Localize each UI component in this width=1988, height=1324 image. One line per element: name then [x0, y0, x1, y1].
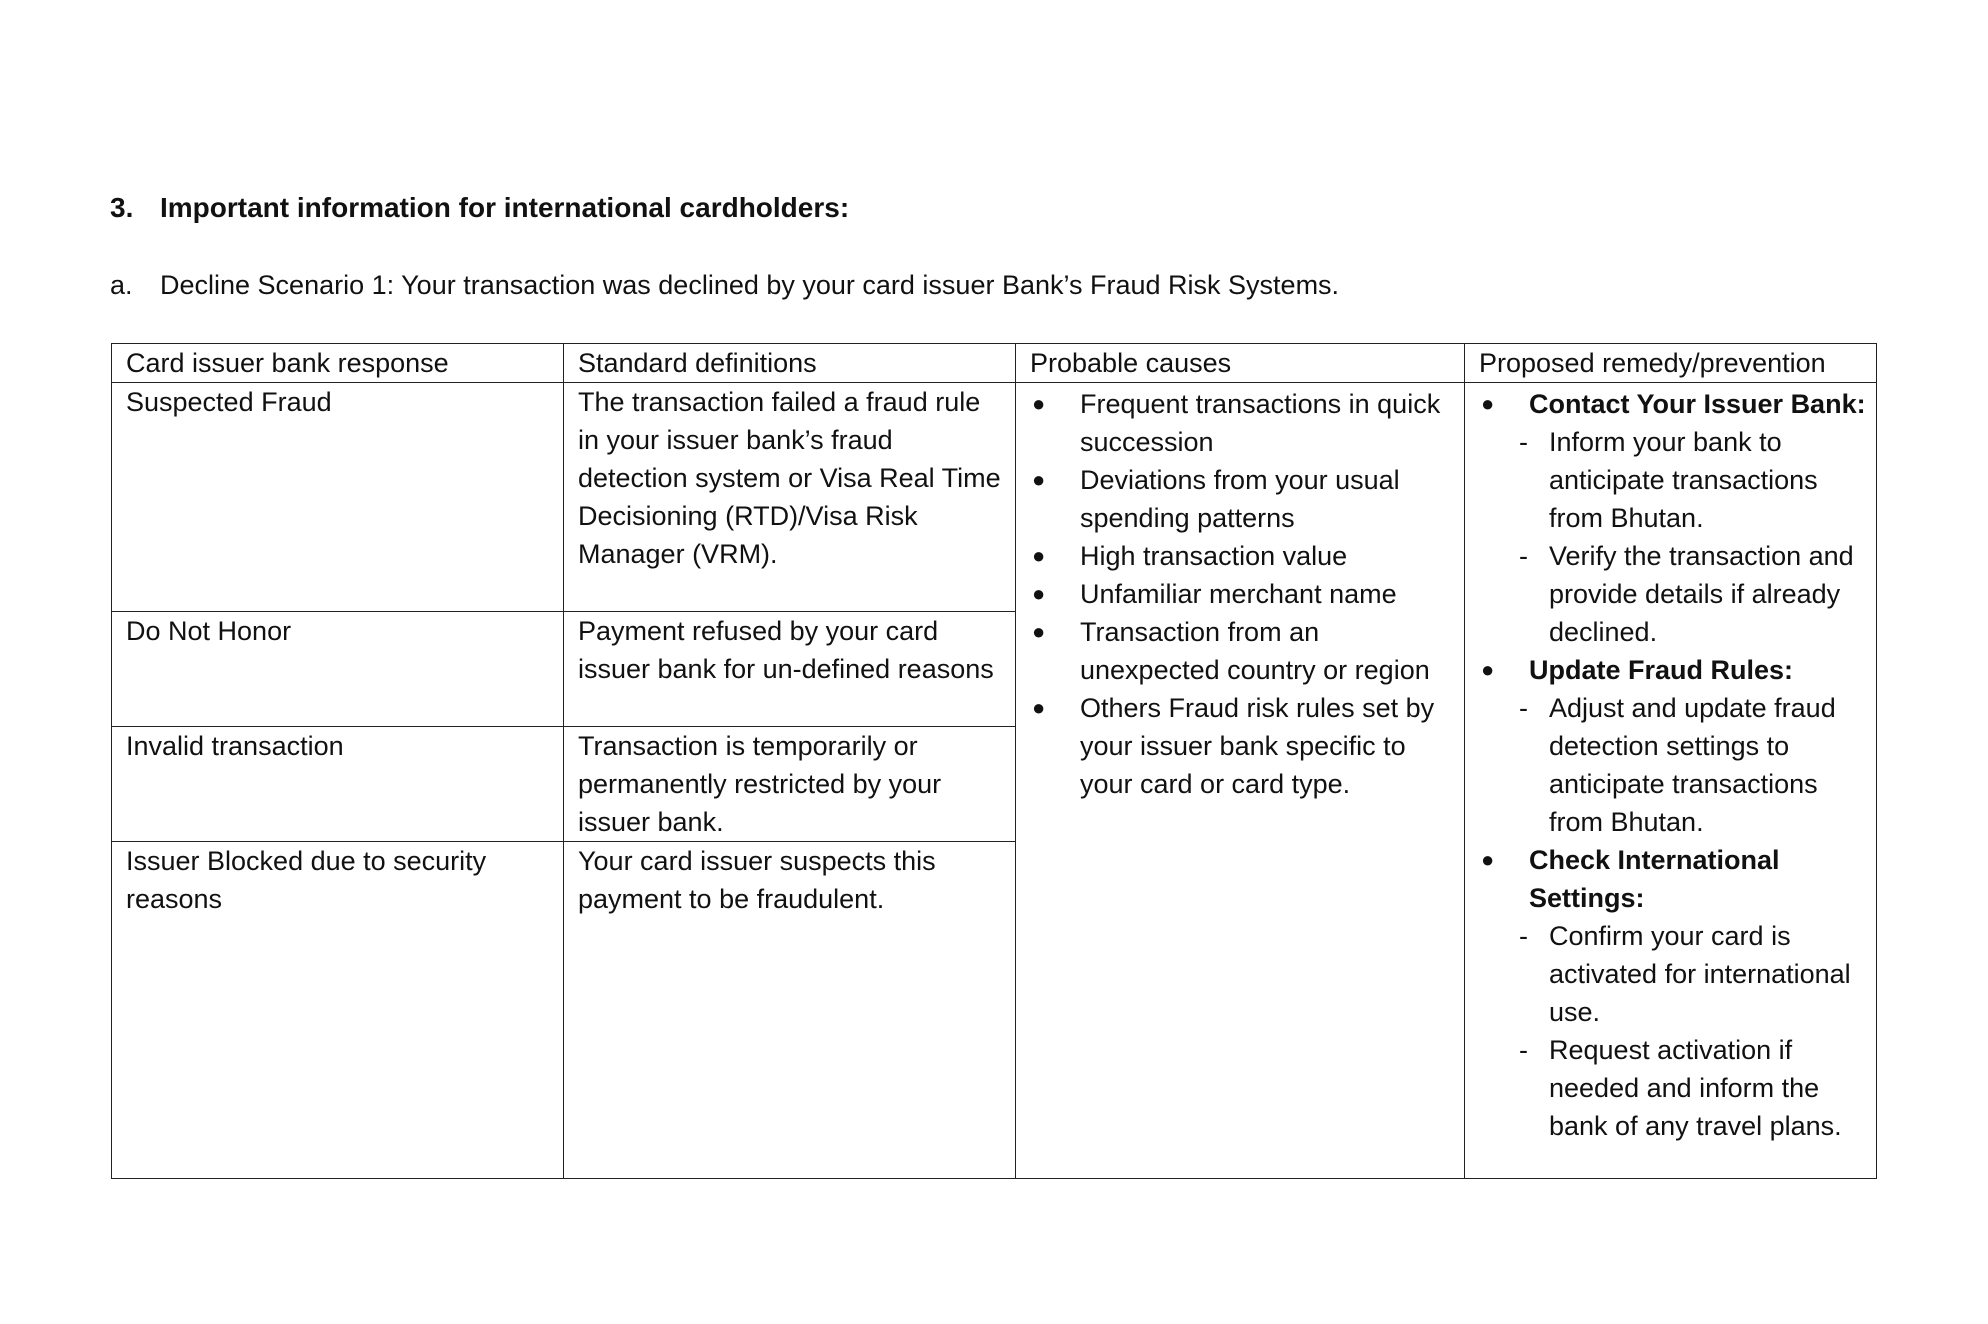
list-item: - Confirm your card is activated for international use. [1519, 921, 1851, 1027]
list-item: - Request activation if needed and inform the bank of any travel plans. [1519, 1035, 1842, 1141]
response-cell: Suspected Fraud [112, 383, 564, 612]
definition-cell: Transaction is temporarily or permanently restricted by your issuer bank. [564, 727, 1016, 842]
list-item: ● High transaction value [1032, 541, 1348, 571]
list-item: ● Frequent transactions in quick succession [1032, 389, 1441, 457]
response-cell: Issuer Blocked due to security reasons [112, 842, 564, 1179]
causes-list [1030, 385, 1450, 803]
section-heading [110, 192, 849, 224]
scenario-line [110, 270, 1339, 301]
header-causes: Probable causes [1016, 344, 1465, 383]
section-number: 3. [110, 192, 134, 223]
header-response: Card issuer bank response [112, 344, 564, 383]
header-remedy: Proposed remedy/prevention [1465, 344, 1877, 383]
remedy-list [1479, 385, 1866, 1145]
list-item: ● Update Fraud Rules: - Adjust and update fraud detection settings to anticipate transactions from Bhutan. [1479, 651, 1866, 841]
remedy-cell [1465, 383, 1877, 1179]
remedy-title: Contact Your Issuer Bank: [1529, 389, 1866, 419]
definition-cell: Your card issuer suspects this payment to be fraudulent. [564, 842, 1016, 1179]
definition-cell: The transaction failed a fraud rule in your issuer bank’s fraud detection system or Visa Real Time Decisioning (RTD)/Visa Risk Manager (VRM). [564, 383, 1016, 612]
list-item: ● Transaction from an unexpected country or region [1032, 617, 1430, 685]
remedy-title: Check International Settings: [1529, 845, 1780, 913]
scenario-text: Decline Scenario 1: Your transaction was declined by your card issuer Bank’s Fraud Risk Systems. [160, 270, 1340, 300]
list-item: - Adjust and update fraud detection settings to anticipate transactions from Bhutan. [1519, 693, 1836, 837]
list-item: ● Unfamiliar merchant name [1032, 579, 1397, 609]
response-cell: Do Not Honor [112, 612, 564, 727]
section-title: Important information for international cardholders: [160, 192, 850, 223]
remedy-title: Update Fraud Rules: [1529, 655, 1794, 685]
response-cell: Invalid transaction [112, 727, 564, 842]
list-item: - Inform your bank to anticipate transactions from Bhutan. [1519, 427, 1818, 533]
table-row [112, 383, 1877, 612]
definition-cell: Payment refused by your card issuer bank for un-defined reasons [564, 612, 1016, 727]
table-header-row [112, 344, 1877, 383]
list-item: ● Others Fraud risk rules set by your issuer bank specific to your card or card type. [1032, 693, 1435, 799]
causes-cell [1016, 383, 1465, 1179]
scenario-number: a. [110, 270, 133, 300]
header-definitions: Standard definitions [564, 344, 1016, 383]
decline-table [111, 343, 1877, 1179]
list-item: ● Contact Your Issuer Bank: - Inform your bank to anticipate transactions from Bhutan. - Verify the transaction and provide details if already declined. [1479, 385, 1866, 651]
list-item: ● Check International Settings: - Confirm your card is activated for international use. - Request activation if needed and inform the bank of any travel plans. [1479, 841, 1866, 1145]
list-item: - Verify the transaction and provide details if already declined. [1519, 541, 1854, 647]
list-item: ● Deviations from your usual spending patterns [1032, 465, 1400, 533]
